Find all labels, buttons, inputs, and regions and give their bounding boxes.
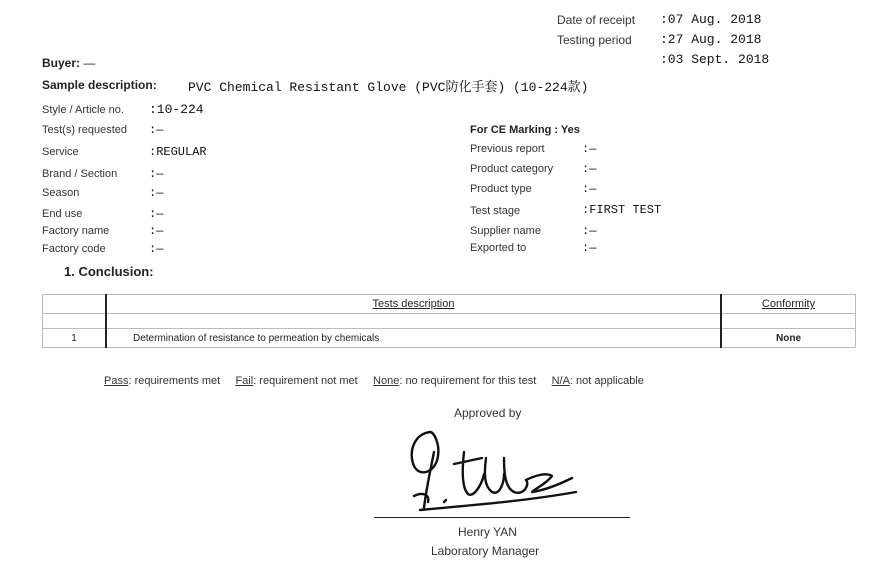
header-conformity: Conformity (721, 295, 856, 314)
approver-name: Henry YAN (458, 525, 517, 539)
signature-line (374, 517, 630, 518)
row-description: Determination of resistance to permeation by chemicals (106, 329, 721, 348)
buyer-label: Buyer: (42, 56, 81, 70)
row-number: 1 (43, 329, 107, 348)
field-tests-requested-label: Test(s) requested (42, 124, 127, 136)
header-tests-description: Tests description (106, 295, 721, 314)
field-factory-code-value: :— (149, 242, 164, 256)
field-factory-name-label: Factory name (42, 225, 110, 237)
approved-by-label: Approved by (454, 406, 522, 420)
field-end-use-label: End use (42, 208, 83, 220)
legend-none-term: None (373, 375, 400, 387)
table-header-row (43, 295, 856, 314)
sample-description-label: Sample description: (42, 78, 157, 92)
table-spacer-row (43, 314, 856, 329)
field-test-stage-value: :FIRST TEST (582, 203, 662, 217)
legend-none-text: : no requirement for this test (399, 375, 537, 387)
testing-period-end: :03 Sept. 2018 (660, 52, 770, 67)
field-service-value: :REGULAR (149, 145, 207, 159)
field-previous-report-label: Previous report (470, 143, 545, 155)
field-exported-to-label: Exported to (470, 242, 527, 254)
field-supplier-name-label: Supplier name (470, 225, 541, 237)
field-previous-report-value: :— (582, 142, 597, 156)
legend-na-term: N/A (551, 375, 570, 387)
approver-title: Laboratory Manager (431, 544, 540, 558)
field-product-type-label: Product type (470, 183, 532, 195)
date-of-receipt-label: Date of receipt (557, 13, 636, 27)
field-season-value: :— (149, 186, 164, 200)
field-tests-requested-value: :— (149, 123, 164, 137)
testing-period-label: Testing period (557, 33, 632, 47)
field-product-type-value: :— (582, 182, 597, 196)
field-season-label: Season (42, 187, 80, 199)
field-style-value: :10-224 (149, 102, 204, 117)
field-end-use-value: :— (149, 207, 164, 221)
buyer-row (42, 56, 95, 70)
field-exported-to-value: :— (582, 241, 597, 255)
sample-description-value: PVC Chemical Resistant Glove (PVC防化手套) (10-224款) (188, 80, 589, 95)
field-test-stage-label: Test stage (470, 205, 521, 217)
field-product-category-value: :— (582, 162, 597, 176)
legend-fail-term: Fail (235, 375, 254, 387)
field-service-label: Service (42, 146, 79, 158)
header-no-cell (43, 295, 107, 314)
ce-marking: For CE Marking : Yes (470, 124, 580, 136)
field-product-category-label: Product category (470, 163, 554, 175)
legend (104, 375, 644, 387)
conclusion-heading: 1. Conclusion: (64, 264, 154, 279)
field-factory-code-label: Factory code (42, 243, 106, 255)
legend-fail-text: : requirement not met (253, 375, 358, 387)
field-brand-value: :— (149, 167, 164, 181)
table-row (43, 329, 856, 348)
field-factory-name-value: :— (149, 224, 164, 238)
field-brand-label: Brand / Section (42, 168, 118, 180)
row-conformity: None (721, 329, 856, 348)
field-style-label: Style / Article no. (42, 104, 124, 116)
legend-pass-text: : requirements met (128, 375, 221, 387)
date-of-receipt-value: :07 Aug. 2018 (660, 12, 762, 27)
buyer-value: — (83, 56, 96, 70)
conclusion-table (42, 294, 856, 348)
field-supplier-name-value: :— (582, 224, 597, 238)
legend-na-text: : not applicable (569, 375, 644, 387)
signature (400, 422, 590, 514)
legend-pass-term: Pass (104, 375, 129, 387)
testing-period-start: :27 Aug. 2018 (660, 32, 762, 47)
